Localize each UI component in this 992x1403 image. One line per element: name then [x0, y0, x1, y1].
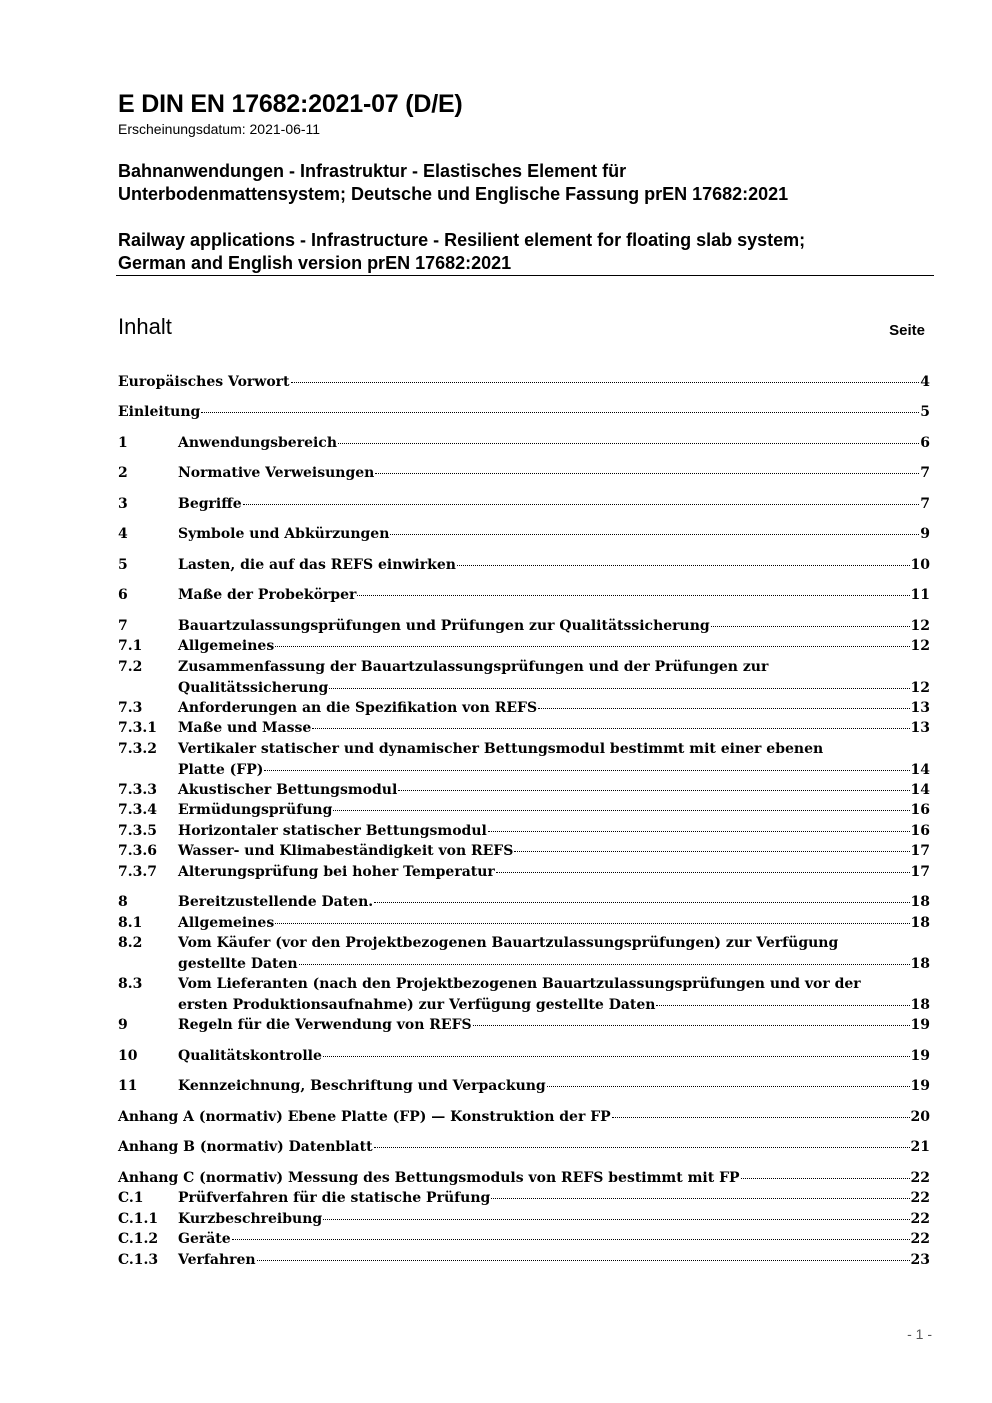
toc-entry[interactable] [118, 780, 930, 800]
toc-dot-leader [390, 534, 919, 535]
toc-dot-leader [711, 626, 910, 627]
toc-entry-line [118, 1168, 930, 1189]
toc-dot-leader [357, 595, 909, 596]
toc-entry-title: Einleitung [118, 404, 201, 420]
toc-entry-number: 9 [118, 1017, 128, 1033]
toc-entry-title: Alterungsprüfung bei hoher Temperatur [178, 864, 495, 880]
toc-entry-line [178, 433, 930, 454]
toc-dot-leader [338, 443, 919, 444]
toc-entry-line [178, 995, 930, 1016]
toc-entry-page: 11 [910, 587, 930, 603]
toc-entry[interactable] [118, 1229, 930, 1249]
toc-dot-leader [323, 1219, 909, 1220]
toc-entry-line [178, 1015, 930, 1036]
toc-entry[interactable] [118, 1046, 930, 1066]
toc-entry-title: Symbole und Abkürzungen [178, 526, 390, 542]
toc-entry-line [178, 636, 930, 657]
toc-entry[interactable] [118, 433, 930, 453]
toc-entry[interactable] [118, 933, 930, 972]
toc-entry[interactable] [118, 372, 930, 392]
toc-entry-number: C.1.3 [118, 1252, 159, 1268]
toc-entry-number: 8 [118, 894, 128, 910]
toc-entry-number: 7.3.2 [118, 741, 157, 757]
toc-dot-leader [374, 902, 909, 903]
toc-entry-page: 14 [910, 782, 930, 798]
toc-entry[interactable] [118, 698, 930, 718]
toc-entry-number: 7.3 [118, 700, 143, 716]
toc-entry-line [178, 892, 930, 913]
toc-entry[interactable] [118, 657, 930, 696]
toc-entry[interactable] [118, 1250, 930, 1270]
toc-entry-title: Vom Käufer (vor den Projektbezogenen Bauartzulassungsprüfungen) zur Verfügung [178, 935, 839, 951]
toc-entry[interactable] [118, 1209, 930, 1229]
toc-entry-number: 7.3.1 [118, 720, 157, 736]
toc-entry-number: 7.3.7 [118, 864, 157, 880]
toc-dot-leader [275, 646, 909, 647]
toc-entry-number: C.1 [118, 1190, 144, 1206]
toc-entry-number: 7.2 [118, 659, 143, 675]
toc-entry-line [118, 402, 930, 423]
toc-entry-line [178, 974, 930, 995]
toc-entry-line [178, 678, 930, 699]
toc-entry-page: 10 [910, 557, 930, 573]
toc-entry-title: Qualitätssicherung [178, 679, 329, 696]
toc-entry-title: Zusammenfassung der Bauartzulassungsprüfungen und der Prüfungen zur [178, 659, 769, 675]
toc-entry[interactable] [118, 1107, 930, 1127]
toc-entry[interactable] [118, 892, 930, 912]
toc-entry-title: Lasten, die auf das REFS einwirken [178, 557, 456, 573]
toc-entry-line [178, 800, 930, 821]
title-german-line-2: Unterbodenmattensystem; Deutsche und Englische Fassung prEN 17682:2021 [118, 184, 789, 204]
toc-entry[interactable] [118, 402, 930, 422]
title-english-line-1: Railway applications - Infrastructure - Resilient element for floating slab system; [118, 230, 806, 250]
toc-entry[interactable] [118, 841, 930, 861]
toc-entry-page: 7 [920, 465, 930, 481]
toc-entry-title: Bereitzustellende Daten. [178, 894, 374, 910]
toc-entry[interactable] [118, 800, 930, 820]
toc-entry-line [178, 524, 930, 545]
toc-dot-leader [299, 964, 910, 965]
toc-entry-page: 13 [910, 700, 930, 716]
toc-entry[interactable] [118, 739, 930, 778]
toc-entry-line [178, 585, 930, 606]
toc-dot-leader [457, 565, 910, 566]
toc-entry-number: 2 [118, 465, 128, 481]
toc-entry-title: Vom Lieferanten (nach den Projektbezogenen Bauartzulassungsprüfungen und vor der [178, 976, 861, 992]
header-divider [116, 275, 934, 276]
toc-entry-number: 8.3 [118, 976, 143, 992]
toc-entry-line [178, 841, 930, 862]
toc-entry-number: 7.1 [118, 638, 143, 654]
toc-entry[interactable] [118, 862, 930, 882]
toc-entry[interactable] [118, 1137, 930, 1157]
toc-dot-leader [333, 810, 909, 811]
toc-entry-line [178, 933, 930, 954]
toc-entry-title: Maße und Masse [178, 720, 312, 736]
toc-entry-line [178, 760, 930, 781]
toc-entry-number: 8.2 [118, 935, 143, 951]
toc-entry-page: 17 [910, 843, 930, 859]
toc-dot-leader [264, 770, 909, 771]
toc-entry-number: 6 [118, 587, 128, 603]
toc-entry-title: Normative Verweisungen [178, 465, 375, 481]
toc-dot-leader [538, 708, 909, 709]
toc-entry-title: Allgemeines [178, 915, 275, 931]
toc-entry-line [178, 1209, 930, 1230]
toc-entry-page: 16 [910, 823, 930, 839]
toc-entry[interactable] [118, 585, 930, 605]
toc-entry-page: 20 [910, 1109, 930, 1125]
toc-entry-number: C.1.2 [118, 1231, 159, 1247]
toc-entry-number: 4 [118, 526, 128, 542]
toc-entry-number: 7.3.4 [118, 802, 157, 818]
toc-entry-title: Anhang B (normativ) Datenblatt [118, 1139, 373, 1155]
toc-entry-title: Verfahren [178, 1252, 256, 1268]
toc-entry-page: 22 [910, 1170, 930, 1186]
toc-entry-title: gestellte Daten [178, 955, 298, 972]
toc-entry-title: Horizontaler statischer Bettungsmodul [178, 823, 487, 839]
toc-entry[interactable] [118, 524, 930, 544]
toc-dot-leader [375, 473, 919, 474]
toc-dot-leader [491, 1198, 909, 1199]
toc-entry-title: Anwendungsbereich [178, 435, 337, 451]
toc-entry-title: Platte (FP) [178, 761, 264, 778]
toc-entry-number: 7.3.3 [118, 782, 157, 798]
toc-entry-line [178, 494, 930, 515]
toc-entry-page: 4 [920, 374, 930, 390]
toc-entry-line [178, 1229, 930, 1250]
toc-entry-line [178, 913, 930, 934]
toc-entry-number: 1 [118, 435, 128, 451]
toc-entry-page: 5 [920, 404, 930, 420]
toc-entry-page: 6 [920, 435, 930, 451]
toc-entry-page: 22 [910, 1190, 930, 1206]
toc-entry[interactable] [118, 1015, 930, 1035]
toc-entry[interactable] [118, 555, 930, 575]
toc-dot-leader [275, 923, 909, 924]
toc-entry-page: 17 [910, 864, 930, 880]
toc-entry-title: Anhang C (normativ) Messung des Bettungsmoduls von REFS bestimmt mit FP [118, 1170, 740, 1186]
toc-entry-page: 18 [910, 996, 930, 1013]
toc-entry-line [178, 616, 930, 637]
title-german-line-1: Bahnanwendungen - Infrastruktur - Elastisches Element für [118, 161, 627, 181]
toc-entry-line [178, 862, 930, 883]
toc-dot-leader [243, 504, 920, 505]
toc-entry-page: 13 [910, 720, 930, 736]
toc-dot-leader [488, 831, 910, 832]
toc-entry-line [178, 1188, 930, 1209]
toc-entry[interactable] [118, 1188, 930, 1208]
toc-heading: Inhalt [118, 314, 172, 339]
toc-dot-leader [398, 790, 909, 791]
toc-entry-number: 10 [118, 1048, 138, 1064]
toc-entry-page: 16 [910, 802, 930, 818]
toc-dot-leader [323, 1056, 910, 1057]
toc-entry[interactable] [118, 1168, 930, 1188]
toc-entry-line [118, 1137, 930, 1158]
toc-entry-number: 8.1 [118, 915, 143, 931]
toc-entry-title: ersten Produktionsaufnahme) zur Verfügung gestellte Daten [178, 996, 656, 1013]
toc-dot-leader [741, 1178, 910, 1179]
toc-entry-line [178, 555, 930, 576]
title-english-line-2: German and English version prEN 17682:2021 [118, 253, 512, 273]
toc-entry-page: 9 [920, 526, 930, 542]
toc-entry-title: Prüfverfahren für die statische Prüfung [178, 1190, 491, 1206]
toc-entry-page: 18 [910, 894, 930, 910]
toc-entry[interactable] [118, 718, 930, 738]
toc-entry-number: 7.3.5 [118, 823, 157, 839]
toc-dot-leader [473, 1025, 910, 1026]
page-number: - 1 - [907, 1326, 932, 1342]
toc-dot-leader [374, 1147, 910, 1148]
toc-entry-title: Wasser- und Klimabeständigkeit von REFS [178, 843, 514, 859]
toc-entry[interactable] [118, 913, 930, 933]
toc-entry-title: Kennzeichnung, Beschriftung und Verpackung [178, 1078, 546, 1094]
toc-entry-page: 23 [910, 1252, 930, 1268]
toc-entry-number: 7 [118, 618, 128, 634]
toc-entry[interactable] [118, 821, 930, 841]
toc-dot-leader [329, 688, 909, 689]
toc-entry-title: Begriffe [178, 496, 242, 512]
toc-entry-title: Qualitätskontrolle [178, 1048, 322, 1064]
toc-entry-title: Anforderungen an die Spezifikation von REFS [178, 700, 538, 716]
toc-entry-line [178, 1250, 930, 1271]
title-german [118, 160, 788, 206]
toc-entry-number: 3 [118, 496, 128, 512]
toc-entry-page: 19 [910, 1017, 930, 1033]
toc-entry-line [178, 657, 930, 678]
toc-entry-page: 18 [910, 915, 930, 931]
toc-dot-leader [291, 382, 920, 383]
toc-entry[interactable] [118, 616, 930, 636]
toc-entry-title: Maße der Probekörper [178, 587, 357, 603]
toc-entry-title: Anhang A (normativ) Ebene Platte (FP) — Konstruktion der FP [118, 1109, 611, 1125]
toc-dot-leader [514, 851, 909, 852]
toc-dot-leader [547, 1086, 910, 1087]
toc-entry-title: Geräte [178, 1231, 231, 1247]
toc-entry-page: 22 [910, 1231, 930, 1247]
toc-dot-leader [612, 1117, 910, 1118]
toc-dot-leader [201, 412, 919, 413]
toc-entry-line [178, 1076, 930, 1097]
toc-entry-title: Bauartzulassungsprüfungen und Prüfungen zur Qualitätssicherung [178, 618, 710, 634]
toc-entry-title: Europäisches Vorwort [118, 374, 290, 390]
title-english [118, 229, 805, 275]
toc-dot-leader [257, 1260, 910, 1261]
toc-entry-title: Allgemeines [178, 638, 275, 654]
toc-entry-page: 7 [920, 496, 930, 512]
toc-entry-line [178, 698, 930, 719]
document-title: E DIN EN 17682:2021-07 (D/E) [118, 90, 463, 118]
toc-entry-page: 14 [910, 761, 930, 778]
toc-entry-page: 12 [910, 618, 930, 634]
toc-dot-leader [232, 1239, 910, 1240]
toc-entry-title: Akustischer Bettungsmodul [178, 782, 398, 798]
toc-entry-number: 11 [118, 1078, 138, 1094]
toc-entry-line [178, 739, 930, 760]
toc-entry-page: 12 [910, 679, 930, 696]
toc-entry-line [178, 1046, 930, 1067]
toc-entry-title: Kurzbeschreibung [178, 1211, 323, 1227]
toc-entry-line [118, 372, 930, 393]
toc-entry-title: Ermüdungsprüfung [178, 802, 333, 818]
toc-entry-line [178, 463, 930, 484]
toc-entry[interactable] [118, 463, 930, 483]
toc-entry-page: 12 [910, 638, 930, 654]
toc-dot-leader [656, 1005, 909, 1006]
toc-entry-number: 5 [118, 557, 128, 573]
toc-entry-title: Regeln für die Verwendung von REFS [178, 1017, 472, 1033]
toc-entry-title: Vertikaler statischer und dynamischer Bettungsmodul bestimmt mit einer ebenen [178, 741, 824, 757]
toc-entry-line [118, 1107, 930, 1128]
publication-date: Erscheinungsdatum: 2021-06-11 [118, 121, 321, 137]
toc-entry-line [178, 954, 930, 975]
toc-entry-page: 18 [910, 955, 930, 972]
toc-entry-line [178, 821, 930, 842]
toc-entry-line [178, 780, 930, 801]
toc-entry-page: 22 [910, 1211, 930, 1227]
toc-entry-number: C.1.1 [118, 1211, 159, 1227]
toc-page-column-label: Seite [889, 322, 925, 339]
toc-entry[interactable] [118, 974, 930, 1013]
toc-dot-leader [312, 728, 909, 729]
toc-entry[interactable] [118, 1076, 930, 1096]
toc-entry[interactable] [118, 636, 930, 656]
toc-dot-leader [496, 872, 910, 873]
toc-entry-page: 19 [910, 1048, 930, 1064]
toc-entry-page: 19 [910, 1078, 930, 1094]
toc-entry-number: 7.3.6 [118, 843, 157, 859]
toc-entry-page: 21 [910, 1139, 930, 1155]
toc-entry[interactable] [118, 494, 930, 514]
toc-entry-line [178, 718, 930, 739]
